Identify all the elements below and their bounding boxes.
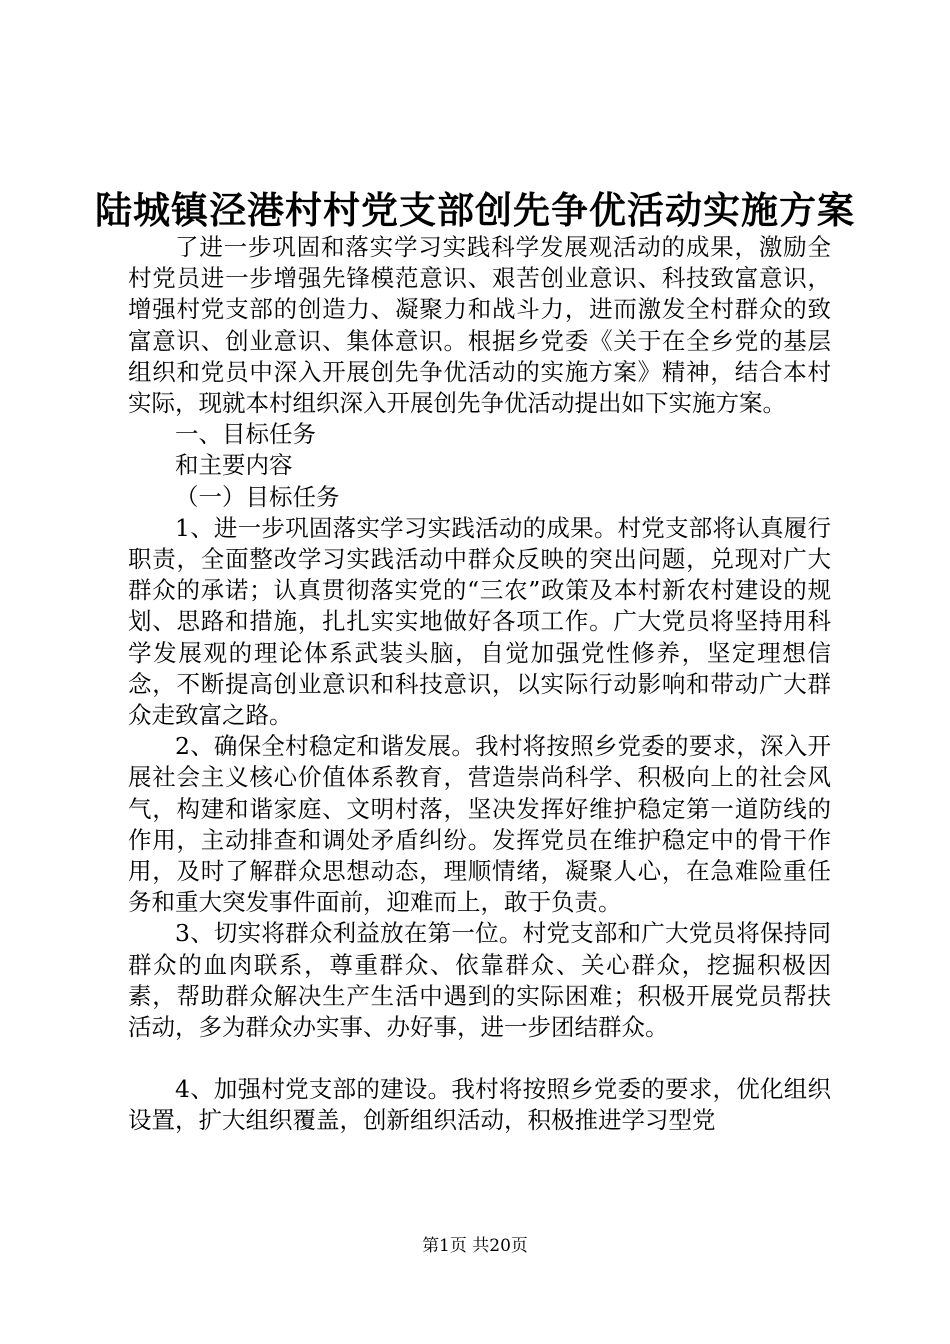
body-paragraph: 1、进一步巩固落实学习实践活动的成果。村党支部将认真履行职责，全面整改学习实践活动中群众反映的突出问题，兑现对广大群众的承诺；认真贯彻落实党的“三农”政策及本村新农村建设的规划、思路和措施，扎扎实实地做好各项工作。广大党员将坚持用科学发展观的理论体系武装头脑，自觉加强党性修养，坚定理想信念，不断提高创业意识和科技意识，以实际行动影响和带动广大群众走致富之路。 (128, 513, 831, 730)
body-paragraph: 3、切实将群众利益放在第一位。村党支部和广大党员将保持同群众的血肉联系，尊重群众、依靠群众、关心群众，挖掘积极因素，帮助群众解决生产生活中遇到的实际困难；积极开展党员帮扶活动，多为群众办实事、办好事，进一步团结群众。 (128, 919, 831, 1042)
page-number: 第1页 共20页 (422, 1236, 528, 1256)
document-title: 陆城镇泾港村村党支部创先争优活动实施方案 (95, 188, 855, 232)
document-body (128, 232, 831, 1137)
body-paragraph: 2、确保全村稳定和谐发展。我村将按照乡党委的要求，深入开展社会主义核心价值体系教育，营造崇尚科学、积极向上的社会风气，构建和谐家庭、文明村落，坚决发挥好维护稳定第一道防线的作用，主动排查和调处矛盾纠纷。发挥党员在维护稳定中的骨干作用，及时了解群众思想动态，理顺情绪，凝聚人心，在急难险重任务和重大突发事件面前，迎难而上，敢于负责。 (128, 732, 831, 917)
subsection-heading: （一）目标任务 (175, 482, 340, 511)
intro-paragraph: 了进一步巩固和落实学习实践科学发展观活动的成果，激励全村党员进一步增强先锋模范意识、艰苦创业意识、科技致富意识，增强村党支部的创造力、凝聚力和战斗力，进而激发全村群众的致富意识、创业意识、集体意识。根据乡党委《关于在全乡党的基层组织和党员中深入开展创先争优活动的实施方案》精神，结合本村实际，现就本村组织深入开展创先争优活动提出如下实施方案。 (128, 233, 831, 418)
section-heading-continued: 和主要内容 (175, 451, 293, 480)
body-paragraph: 4、加强村党支部的建设。我村将按照乡党委的要求，优化组织设置，扩大组织覆盖，创新组织活动，积极推进学习型党 (128, 1075, 831, 1135)
section-heading: 一、目标任务 (175, 420, 316, 449)
